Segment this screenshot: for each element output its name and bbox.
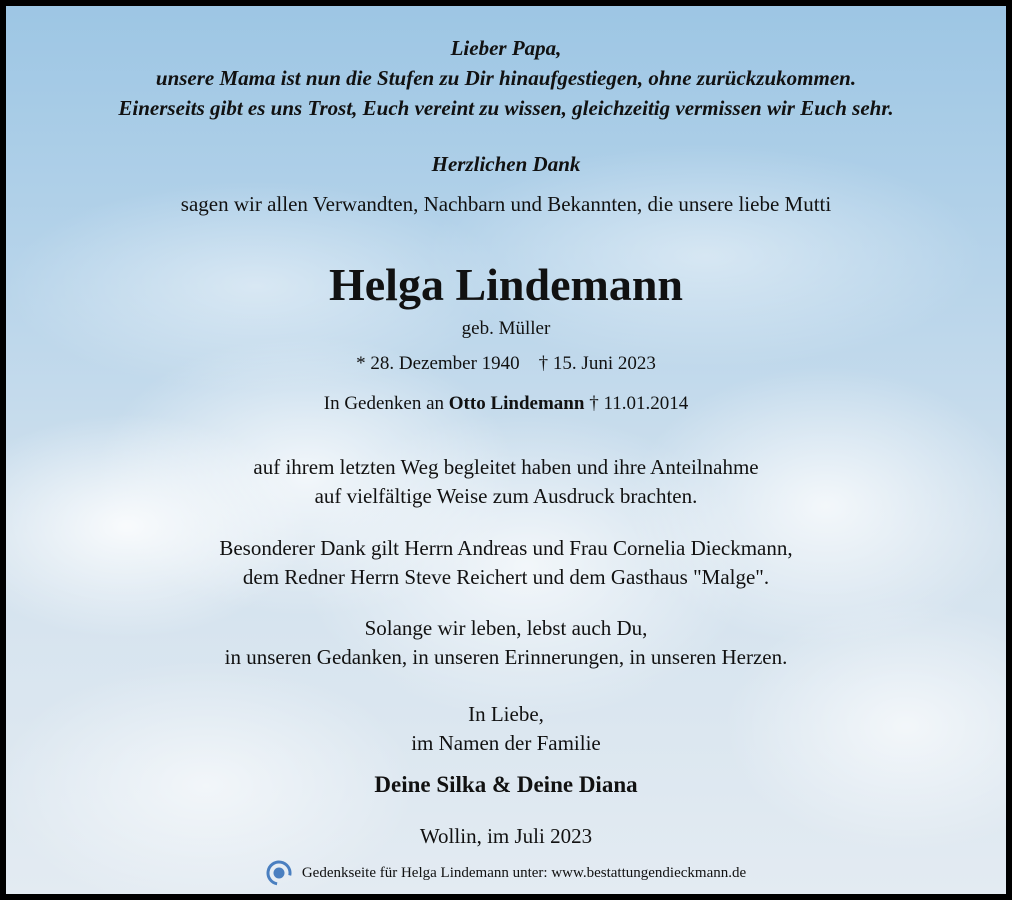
paragraph2-line-1: Besonderer Dank gilt Herrn Andreas und Frau Cornelia Dieckmann,: [219, 536, 793, 560]
deceased-name: Helga Lindemann: [328, 259, 683, 310]
signature: Deine Silka & Deine Diana: [374, 772, 638, 797]
memorial-date: † 11.01.2014: [589, 393, 689, 414]
memorial-name: Otto Lindemann: [448, 393, 585, 414]
thanks-line: sagen wir allen Verwandten, Nachbarn und Bekannten, die unsere liebe Mutti: [180, 192, 832, 216]
memorial-line: [6, 393, 1006, 415]
birth-name: geb. Müller: [461, 318, 551, 339]
thanks-heading: Herzlichen Dank: [431, 152, 581, 176]
closing-line-1: In Liebe,: [468, 702, 544, 726]
memorial-prefix: In Gedenken an: [323, 393, 445, 414]
footer: [6, 860, 1006, 886]
footer-text: Gedenkseite für Helga Lindemann unter: www.bestattungendieckmann.de: [301, 864, 747, 881]
place-date: Wollin, im Juli 2023: [419, 824, 593, 848]
closing-line-2: im Namen der Familie: [411, 731, 601, 755]
paragraph1-line-1: auf ihrem letzten Weg begleitet haben und ihre Anteilnahme: [253, 455, 759, 479]
life-dates: * 28. Dezember 1940 † 15. Juni 2023: [356, 353, 656, 374]
intro-line-3: Einerseits gibt es uns Trost, Euch vereint zu wissen, gleichzeitig vermissen wir Euch sehr.: [118, 96, 894, 120]
memorial-logo-icon: [266, 860, 292, 886]
paragraph1-line-2: auf vielfältige Weise zum Ausdruck brachten.: [314, 484, 698, 508]
intro-line-2: unsere Mama ist nun die Stufen zu Dir hinaufgestiegen, ohne zurückzukommen.: [155, 66, 857, 90]
paragraph3-line-2: in unseren Gedanken, in unseren Erinnerungen, in unseren Herzen.: [224, 645, 788, 669]
paragraph3-line-1: Solange wir leben, lebst auch Du,: [364, 616, 648, 640]
paragraph2-line-2: dem Redner Herrn Steve Reichert und dem Gasthaus "Malge".: [242, 565, 770, 589]
intro-line-1: Lieber Papa,: [450, 36, 562, 60]
